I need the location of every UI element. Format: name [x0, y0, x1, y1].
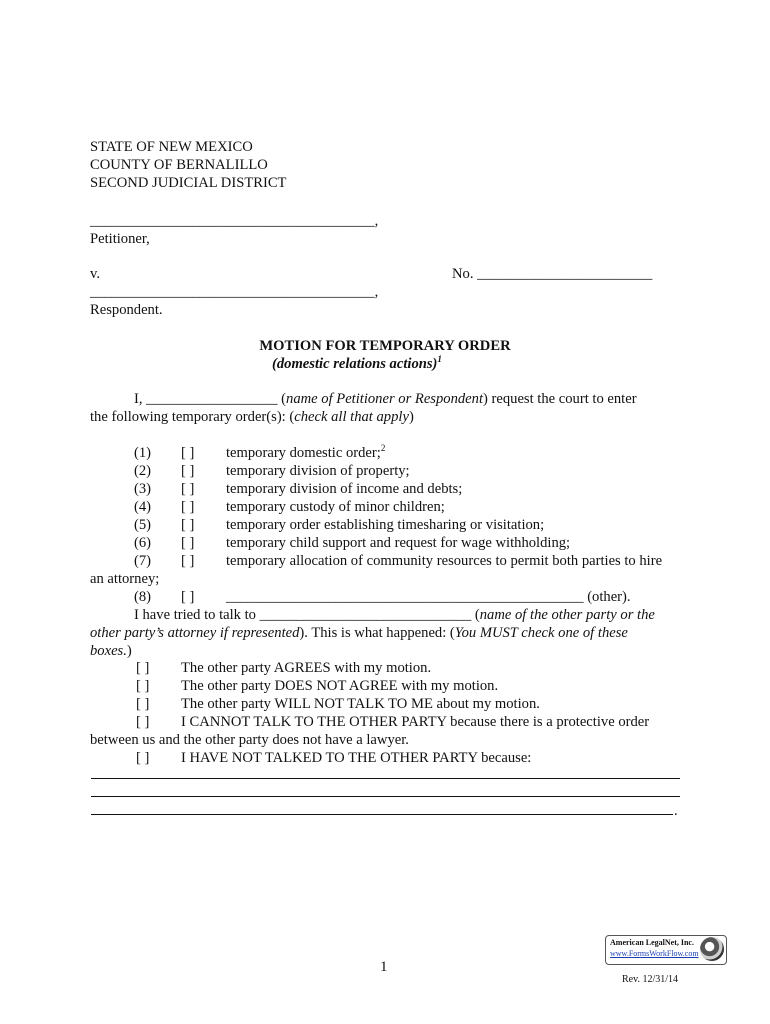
publisher-logo [605, 935, 727, 965]
order-option-label: temporary division of income and debts; [226, 481, 463, 497]
order-number: (3) [134, 481, 152, 497]
contact-line-1 [134, 606, 655, 624]
order-text: temporary domestic order; [226, 445, 381, 461]
order-checkbox[interactable]: [ ] [181, 589, 195, 605]
logo-url-link[interactable]: www.FormsWorkFlow.com [610, 949, 699, 958]
order-number: (1) [134, 445, 152, 461]
contact-text: ) [126, 643, 132, 659]
order-option-label: temporary allocation of community resources to permit both parties to hire [226, 553, 663, 569]
order-checkbox[interactable]: [ ] [181, 535, 195, 551]
contact-checkbox[interactable]: [ ] [136, 660, 150, 676]
order-checkbox[interactable]: [ ] [181, 553, 195, 569]
county-heading: COUNTY OF BERNALILLO [90, 157, 268, 173]
contact-line-3 [90, 642, 132, 660]
contact-instruction: You MUST check one of these [454, 625, 628, 641]
contact-option-continuation: between us and the other party does not have a lawyer. [90, 732, 409, 748]
contact-instruction: other party’s attorney if represented [90, 625, 300, 641]
globe-icon [700, 937, 724, 961]
order-checkbox[interactable]: [ ] [181, 481, 195, 497]
document-title: MOTION FOR TEMPORARY ORDER [259, 338, 511, 354]
revision-date: Rev. 12/31/14 [622, 974, 679, 985]
order-checkbox[interactable]: [ ] [181, 445, 195, 461]
intro-text: ) request the court to enter [483, 391, 637, 407]
order-number: (6) [134, 535, 152, 551]
contact-checkbox[interactable]: [ ] [136, 750, 150, 766]
order-checkbox[interactable]: [ ] [181, 517, 195, 533]
footnote-marker: 1 [437, 354, 442, 364]
intro-line-1 [134, 390, 637, 408]
explanation-line[interactable] [91, 796, 680, 797]
petitioner-name-line: _______________________________________, [90, 213, 379, 229]
order-option-label: temporary order establishing timesharing or visitation; [226, 517, 545, 533]
contact-checkbox[interactable]: [ ] [136, 678, 150, 694]
district-heading: SECOND JUDICIAL DISTRICT [90, 175, 287, 191]
order-option-label: temporary custody of minor children; [226, 499, 445, 515]
petitioner-label: Petitioner, [90, 231, 150, 247]
order-number: (5) [134, 517, 152, 533]
order-option-continuation: an attorney; [90, 571, 160, 587]
order-number: (4) [134, 499, 152, 515]
versus-label: v. [90, 266, 100, 282]
order-checkbox[interactable]: [ ] [181, 499, 195, 515]
contact-checkbox[interactable]: [ ] [136, 714, 150, 730]
state-heading: STATE OF NEW MEXICO [90, 139, 253, 155]
contact-instruction: name of the other party or the [479, 607, 655, 623]
explanation-period: . [674, 803, 678, 819]
intro-instruction: name of Petitioner or Respondent [286, 391, 483, 407]
contact-option-label: I CANNOT TALK TO THE OTHER PARTY because there is a protective order [181, 714, 650, 730]
contact-text: ). This is what happened: ( [299, 625, 455, 641]
contact-option-label: I HAVE NOT TALKED TO THE OTHER PARTY because: [181, 750, 532, 766]
order-option-label: temporary division of property; [226, 463, 410, 479]
respondent-label: Respondent. [90, 302, 163, 318]
contact-option-label: The other party WILL NOT TALK TO ME about my motion. [181, 696, 540, 712]
document-subtitle [272, 355, 442, 373]
intro-text: the following temporary order(s): ( [90, 409, 295, 425]
subtitle-text: (domestic relations actions) [272, 356, 438, 372]
intro-line-2 [90, 408, 414, 426]
explanation-line[interactable] [91, 778, 680, 779]
respondent-name-line: _______________________________________, [90, 284, 379, 300]
order-number: (7) [134, 553, 152, 569]
contact-checkbox[interactable]: [ ] [136, 696, 150, 712]
order-checkbox[interactable]: [ ] [181, 463, 195, 479]
page-number: 1 [380, 959, 388, 975]
intro-text: ) [408, 409, 414, 425]
order-other-field[interactable]: _________________________________________________ (other). [226, 589, 631, 605]
contact-option-label: The other party DOES NOT AGREE with my motion. [181, 678, 499, 694]
intro-instruction: check all that apply [294, 409, 409, 425]
order-number: (8) [134, 589, 152, 605]
logo-name: American LegalNet, Inc. [610, 938, 694, 947]
case-number-field: No. ________________________ [452, 266, 653, 282]
explanation-line[interactable] [91, 814, 673, 815]
contact-option-label: The other party AGREES with my motion. [181, 660, 432, 676]
footnote-marker: 2 [380, 443, 386, 453]
contact-line-2 [90, 624, 628, 642]
order-option-label [226, 444, 385, 462]
intro-text: I, __________________ ( [134, 391, 287, 407]
order-option-label: temporary child support and request for wage withholding; [226, 535, 571, 551]
contact-instruction: boxes. [90, 643, 127, 659]
contact-text: I have tried to talk to _____________________________ ( [134, 607, 480, 623]
order-number: (2) [134, 463, 152, 479]
